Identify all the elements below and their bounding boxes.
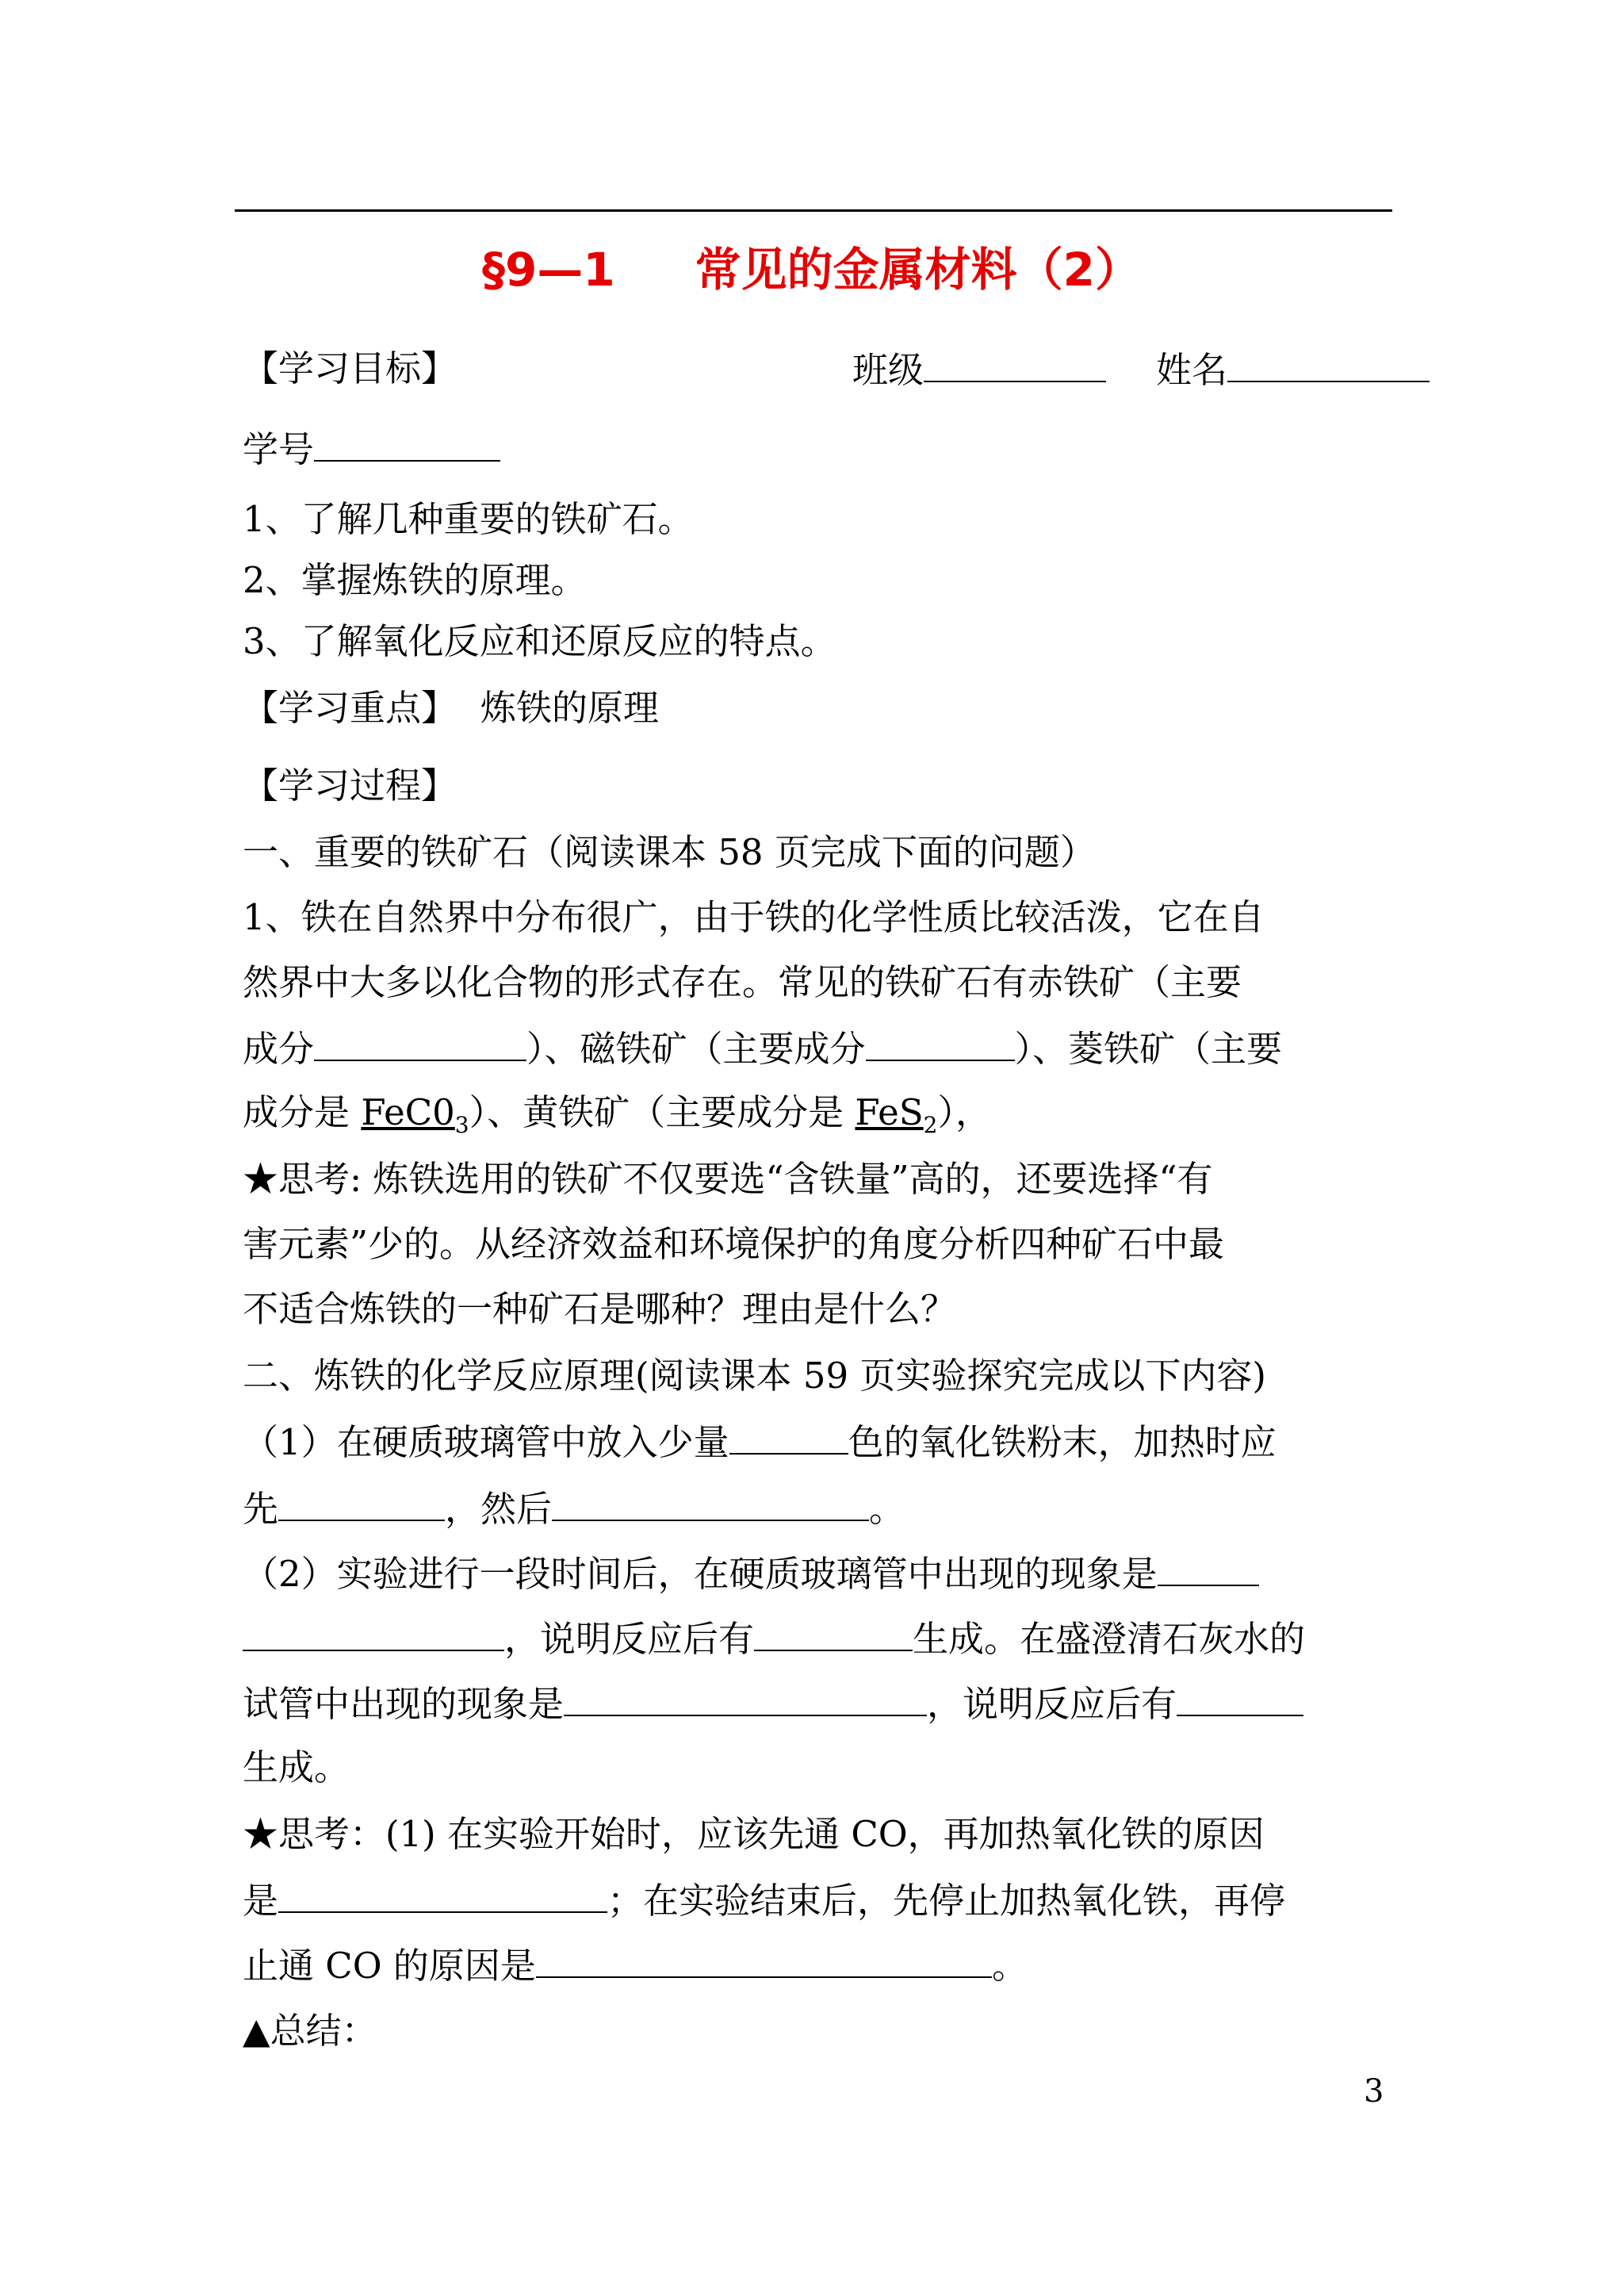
- text-fragment: ，然后: [445, 1488, 553, 1530]
- text-fragment: ）、磁铁矿（主要成分: [526, 1028, 866, 1070]
- phenomenon-blank[interactable]: [1158, 1548, 1259, 1586]
- first-step-blank[interactable]: [278, 1483, 445, 1521]
- text-fragment: ；在实验结束后，先停止加热氧化铁，再停: [607, 1880, 1286, 1922]
- class-blank[interactable]: [924, 344, 1106, 382]
- name-label: 姓名: [1156, 349, 1228, 391]
- focus-row: [243, 684, 659, 733]
- text-fragment: 。: [991, 1945, 1028, 1987]
- name-blank[interactable]: [1227, 344, 1430, 382]
- focus-text: 炼铁的原理: [480, 687, 660, 729]
- name-field: [1156, 344, 1430, 395]
- objective-item: 2、掌握炼铁的原理。: [243, 559, 587, 601]
- paragraph-line: [243, 1088, 991, 1150]
- magnetite-blank[interactable]: [866, 1023, 1015, 1061]
- think-line: ★思考：(1) 在实验开始时，应该先通 CO，再加热氧化铁的原因: [243, 1813, 1265, 1855]
- phenomenon-blank-cont[interactable]: [243, 1613, 504, 1651]
- summary-label: ▲总结：: [243, 2010, 377, 2052]
- hematite-blank[interactable]: [314, 1023, 526, 1061]
- paragraph-line: [243, 1875, 1285, 1926]
- text-fragment: ，说明反应后有: [927, 1683, 1177, 1725]
- section2-heading: 二、炼铁的化学反应原理(阅读课本 59 页实验探究完成以下内容): [243, 1355, 1266, 1397]
- paragraph-line: [243, 1940, 1028, 1991]
- color-blank[interactable]: [729, 1416, 848, 1455]
- fes2-formula: [855, 1091, 938, 1138]
- text-fragment: 色的氧化铁粉末，加热时应: [848, 1421, 1277, 1463]
- paragraph-line: 1、铁在自然界中分布很广，由于铁的化学性质比较活泼，它在自: [243, 896, 1265, 938]
- header-rule: [235, 209, 1392, 212]
- process-heading: 【学习过程】: [243, 765, 457, 807]
- text-fragment: 先: [243, 1488, 279, 1530]
- limewater-phenomenon-blank[interactable]: [564, 1678, 927, 1716]
- text-fragment: ，说明反应后有: [504, 1618, 755, 1660]
- text-fragment: 生成。在盛澄清石灰水的: [913, 1618, 1306, 1660]
- reason-end-blank[interactable]: [536, 1940, 992, 1978]
- text-fragment: ），: [937, 1091, 991, 1133]
- paragraph-line: [243, 1416, 1277, 1467]
- student-no-blank[interactable]: [314, 424, 500, 462]
- paragraph-line: [243, 1483, 905, 1534]
- text-fragment: 止通 CO 的原因是: [243, 1945, 536, 1987]
- paragraph-line: [243, 1678, 1303, 1729]
- class-label: 班级: [852, 349, 924, 391]
- page-number: 3: [1364, 2073, 1384, 2110]
- text-fragment: ）、黄铁矿（主要成分是: [469, 1091, 856, 1133]
- text-fragment: （2）实验进行一段时间后，在硬质玻璃管中出现的现象是: [243, 1553, 1158, 1595]
- objective-item: 3、了解氧化反应和还原反应的特点。: [243, 620, 836, 662]
- formula-subscript: 3: [454, 1112, 469, 1138]
- paragraph-line: [243, 1548, 1259, 1599]
- text-fragment: ）、菱铁矿（主要: [1014, 1028, 1283, 1070]
- formula-text: FeC0: [361, 1091, 455, 1133]
- then-step-blank[interactable]: [552, 1483, 869, 1521]
- text-fragment: 成分: [243, 1028, 315, 1070]
- focus-label: 【学习重点】: [243, 687, 457, 729]
- think-line: 害元素”少的。从经济效益和环境保护的角度分析四种矿石中最: [243, 1223, 1225, 1265]
- text-fragment: 。: [869, 1488, 905, 1530]
- class-field: [852, 344, 1106, 395]
- page-title: §9—1 常见的金属材料（2）: [481, 243, 1142, 297]
- section1-heading: 一、重要的铁矿石（阅读课本 58 页完成下面的问题）: [243, 831, 1096, 873]
- objective-item: 1、了解几种重要的铁矿石。: [243, 498, 694, 540]
- paragraph-line: [243, 1023, 1282, 1074]
- paragraph-line: 生成。: [243, 1746, 350, 1788]
- formula-subscript: 2: [923, 1112, 938, 1138]
- limewater-product-blank[interactable]: [1177, 1678, 1303, 1716]
- paragraph-line: 然界中大多以化合物的形式存在。常见的铁矿石有赤铁矿（主要: [243, 961, 1242, 1003]
- student-no-label: 学号: [243, 428, 315, 470]
- student-no-field: [243, 424, 500, 474]
- formula-text: FeS: [855, 1091, 924, 1133]
- text-fragment: （1）在硬质玻璃管中放入少量: [243, 1421, 729, 1463]
- text-fragment: 是: [243, 1880, 279, 1922]
- objective-heading: [243, 344, 457, 393]
- paragraph-line: [243, 1613, 1305, 1664]
- reason-start-blank[interactable]: [278, 1875, 607, 1913]
- text-fragment: 试管中出现的现象是: [243, 1683, 565, 1725]
- text-fragment: 成分是: [243, 1091, 362, 1133]
- product-blank[interactable]: [754, 1613, 913, 1651]
- objective-label: 【学习目标】: [243, 347, 457, 389]
- feco3-formula: [361, 1091, 469, 1138]
- think-line: ★思考: 炼铁选用的铁矿不仅要选“含铁量”高的，还要选择“有: [243, 1158, 1213, 1200]
- think-line: 不适合炼铁的一种矿石是哪种？理由是什么？: [243, 1288, 957, 1330]
